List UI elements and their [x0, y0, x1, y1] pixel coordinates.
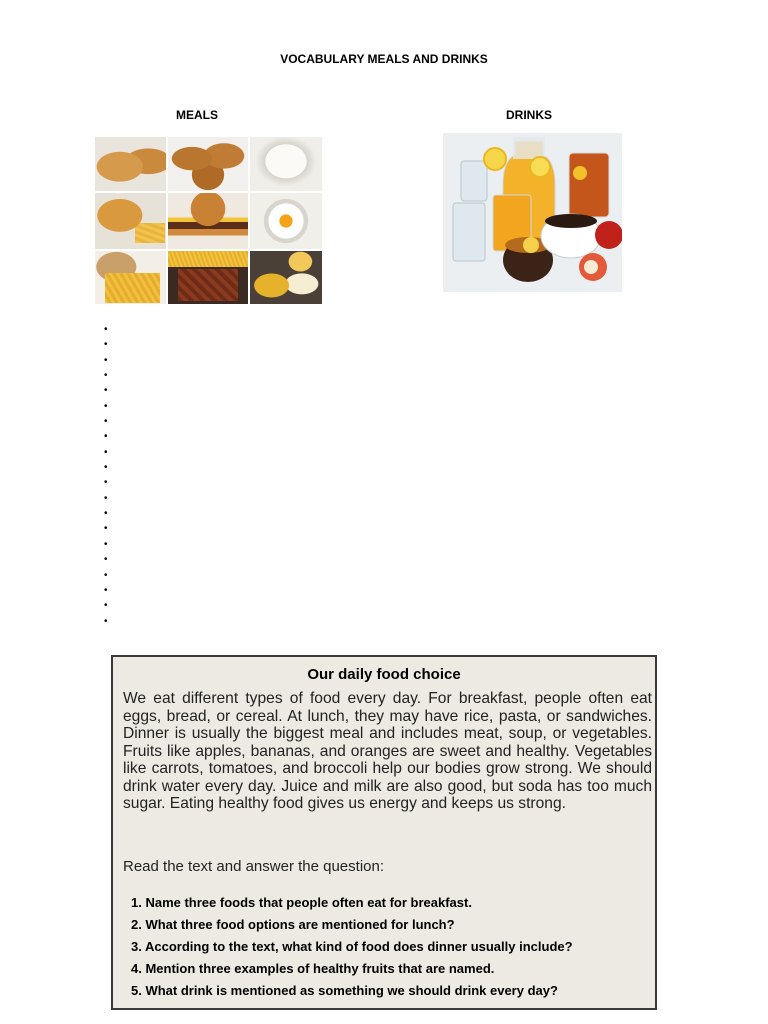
reading-comprehension-box: [111, 655, 657, 1010]
question-item: 1. Name three foods that people often eat for breakfast.: [131, 895, 472, 910]
meal-image-rice: [250, 137, 322, 191]
meal-image-drumsticks: [168, 137, 248, 191]
meal-image-corn-and-cheese-plate: [250, 251, 322, 304]
meal-image-fried-egg: [250, 193, 322, 249]
question-item: 2. What three food options are mentioned for lunch?: [131, 917, 455, 932]
meal-image-cheeseburger: [168, 193, 248, 249]
reading-title: Our daily food choice: [307, 666, 461, 683]
meals-label: MEALS: [176, 108, 218, 122]
drinks-image: [443, 133, 622, 292]
question-list: [131, 895, 573, 1005]
question-item: 3. According to the text, what kind of food does dinner usually include?: [131, 939, 573, 954]
meal-image-fish-and-fries: [95, 193, 166, 249]
meal-image-chicken-breast: [95, 137, 166, 191]
meal-image-fries-and-bread: [95, 251, 166, 304]
reading-instruction: Read the text and answer the question:: [123, 858, 385, 875]
question-item: 4. Mention three examples of healthy fruits that are named.: [131, 961, 495, 976]
document-title: VOCABULARY MEALS AND DRINKS: [280, 52, 488, 66]
meals-image-collage: [95, 137, 322, 304]
drinks-label: DRINKS: [506, 108, 553, 122]
meal-image-steak: [168, 251, 248, 304]
reading-passage: We eat different types of food every day. For breakfast, people often eat eggs, bread, or cereal. At lunch, they may have rice, pasta, or sandwiches. Dinner is usually the biggest meal and includes meat, soup, or vegetables. Fruits like apples, bananas, and oranges are sweet and healthy. Vegetables like carrots, tomatoes, and broccoli help our bodies grow strong. We should drink water every day. Juice and milk are also good, but soda has too much sugar. Eating healthy food gives us energy and keeps us strong.: [123, 690, 652, 812]
question-item: 5. What drink is mentioned as something we should drink every day?: [131, 983, 558, 998]
